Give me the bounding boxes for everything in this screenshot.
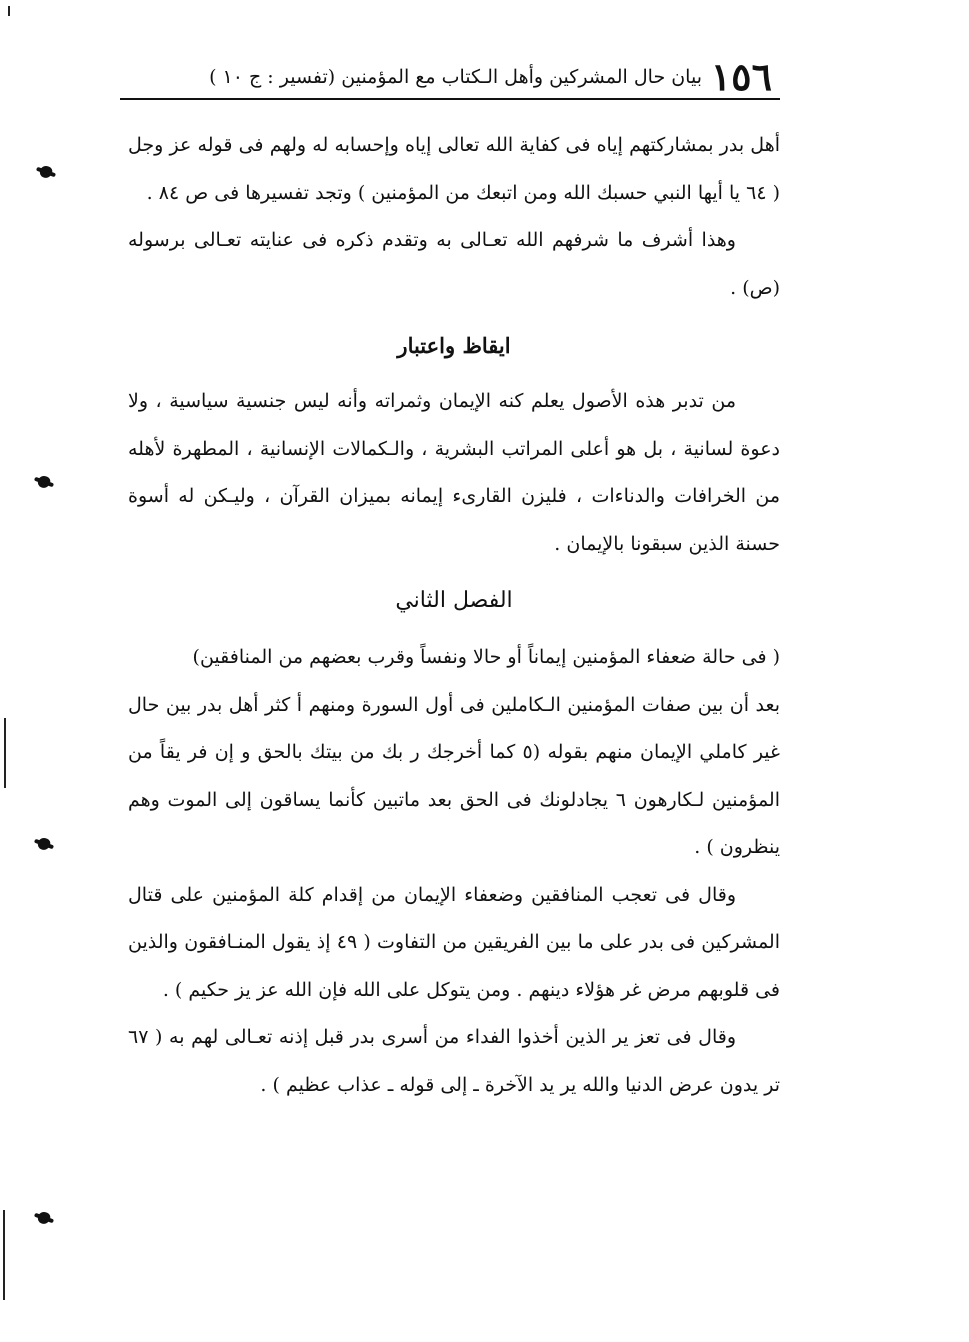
- binding-hole-mark: [36, 1210, 51, 1225]
- page-body: [128, 122, 780, 1109]
- binding-hole-mark: [36, 836, 51, 851]
- running-title: بيان حال المشركين وأهل الـكتاب مع المؤمنين (تفسير : ج ١٠ ): [209, 66, 702, 88]
- page-header: [120, 55, 772, 99]
- paragraph: وقال فى تعز ير الذين أخذوا الفداء من أسرى بدر قبل إذنه تعـالى لهم به ( ٦٧ تر يدون عرض الدنيا والله ير يد الآخرة ـ إلى قوله ـ عذاب عظيم ) .: [128, 1026, 780, 1096]
- chapter-title: الفصل الثاني: [395, 588, 513, 613]
- paragraph: من تدبر هذه الأصول يعلم كنه الإيمان وثمراته وأنه ليس جنسية سياسية ، ولا دعوة لسانية ، بل هو أعلى المراتب البشرية ، والـكمالات الإنسانية ، المطهرة لأهله من الخرافات والدناءات ، فليزن القارىء إيمانه بميزان القرآن ، وليـكن له أسوة حسنة الذين سبقونا بالإيمان .: [128, 390, 780, 555]
- paragraph-continuation: أهل بدر بمشاركتهم إياه فى كفاية الله تعالى إياه وإحسابه له ولهم فى قوله عز وجل ( ٦٤ يا أيها النبي حسبك الله ومن اتبعك من المؤمنين ) وتجد تفسيرها فى ص ٨٤ .: [128, 134, 780, 204]
- scan-edge-line: [3, 1210, 5, 1300]
- paragraph: وقال فى تعجب المنافقين وضعفاء الإيمان من إقدام كلة المؤمنين على قتال المشركين فى بدر على ما بين الفريقين من التفاوت ( ٤٩ إذ يقول المنـافقون والذين فى قلوبهم مرض غر هؤلاء دينهم . ومن يتوكل على الله فإن الله عز يز حكيم ) .: [128, 883, 781, 1001]
- corner-mark: [8, 6, 16, 16]
- binding-hole-mark: [38, 164, 53, 179]
- scan-edge-line: [4, 718, 6, 788]
- header-rule: [120, 98, 780, 100]
- binding-hole-mark: [36, 474, 51, 489]
- section-heading: ايقاظ واعتبار: [397, 333, 511, 358]
- page-number: ١٥٦: [710, 54, 772, 99]
- paragraph: بعد أن بين صفات المؤمنين الـكاملين فى أول السورة ومنهم أ كثر أهل بدر بين حال غير كاملي الإيمان منهم بقوله (٥ كما أخرجك ر بك من بيتك بالحق و إن فر يقاً من المؤمنين لـكارهون ٦ يجادلونك فى الحق بعد ماتبين كأنما يساقون إلى الموت وهم ينظرون ) .: [128, 693, 780, 858]
- paragraph: وهذا أشرف ما شرفهم الله تعـالى به وتقدم ذكره فى عنايته تعـالى برسوله (ص) .: [128, 229, 780, 299]
- chapter-subtitle: ( فى حالة ضعفاء المؤمنين إيماناً أو حالا ونفساً وقرب بعضهم من المنافقين): [192, 646, 780, 668]
